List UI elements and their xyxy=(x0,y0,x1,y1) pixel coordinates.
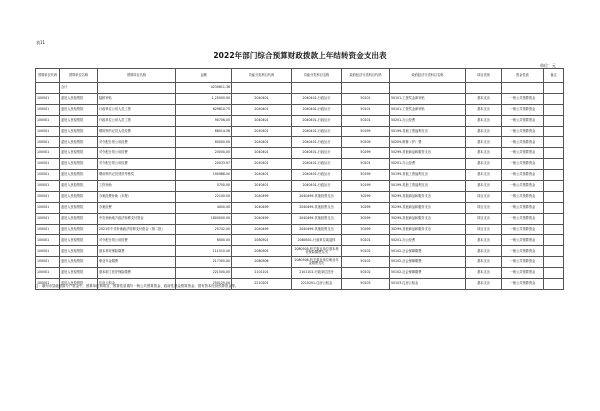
fund-nature-cell: 一般公共预算资金 xyxy=(502,181,544,192)
remark-cell xyxy=(544,202,564,213)
remark-cell xyxy=(544,148,564,159)
table-row xyxy=(36,93,564,104)
func-code-cell: 2040401 xyxy=(232,159,292,170)
econ-name-cell: 50101-工资奖金津补贴 xyxy=(390,104,466,115)
table-row xyxy=(36,202,564,213)
unit-name-cell: 蓝田人民检察院 xyxy=(60,279,98,290)
amount-cell: 6000.00 xyxy=(176,235,232,246)
unit-name-cell: 蓝田人民检察院 xyxy=(60,202,98,213)
fund-nature-cell: 一般公共预算资金 xyxy=(502,159,544,170)
unit-code-cell: 100001 xyxy=(36,126,60,137)
unit-name-cell: 蓝田人民检察院 xyxy=(60,159,98,170)
table-row xyxy=(36,104,564,115)
table-row xyxy=(36,191,564,202)
unit-name-cell: 蓝田人民检察院 xyxy=(60,246,98,257)
unit-code-cell: 100001 xyxy=(36,115,60,126)
category-cell: 基本支出 xyxy=(466,137,502,148)
category-cell: 基本支出 xyxy=(466,257,502,268)
project-name-cell: 2021年中央补助政法转移支付资金（第二批） xyxy=(98,224,176,235)
func-name-cell: 2040401-行政运行 xyxy=(292,148,342,159)
remark-cell xyxy=(544,181,564,192)
table-row xyxy=(36,126,564,137)
project-name-cell: 聘用制书记员人员经费 xyxy=(98,126,176,137)
fund-nature-cell: 一般公共预算资金 xyxy=(502,148,544,159)
econ-name-cell: 30299-其他商品和服务支出 xyxy=(390,202,466,213)
column-header: 功能分类科目代码 xyxy=(232,69,292,83)
project-name-cell: 对令配日常公用经费 xyxy=(98,148,176,159)
func-code-cell: 2080506 xyxy=(232,257,292,268)
func-name-cell: 2080506-机关事业单位职业年金缴费支出 xyxy=(292,257,342,268)
project-name-cell: 聘用制书记员绩效考核奖 xyxy=(98,170,176,181)
func-code-cell: 2040499 xyxy=(232,202,292,213)
total-label: 合计 xyxy=(60,83,98,94)
remark-cell xyxy=(544,224,564,235)
fund-nature-cell: 一般公共预算资金 xyxy=(502,115,544,126)
unit-name-cell: 蓝田人民检察院 xyxy=(60,213,98,224)
page-title: 2022年部门综合预算财政拨款上年结转资金支出表 xyxy=(213,51,387,60)
category-cell: 基本支出 xyxy=(466,148,502,159)
column-header: 资金性质 xyxy=(502,69,544,83)
func-name-cell: 2040499-其他检察支出 xyxy=(292,224,342,235)
table-row xyxy=(36,268,564,279)
remark-cell xyxy=(544,235,564,246)
category-cell: 基本支出 xyxy=(466,170,502,181)
econ-code-cell: 30299 xyxy=(342,224,390,235)
fund-nature-cell: 一般公共预算资金 xyxy=(502,191,544,202)
unit-name-cell: 蓝田人民检察院 xyxy=(60,170,98,181)
amount-cell: 25742.00 xyxy=(176,224,232,235)
column-header: 预算单位名称 xyxy=(60,69,98,83)
func-name-cell: 2040499-其他检察支出 xyxy=(292,213,342,224)
unit-label: 单位：元 xyxy=(540,63,556,68)
remark-cell xyxy=(544,191,564,202)
column-header: 功能分类科目名称 xyxy=(292,69,342,83)
amount-cell: 5700.00 xyxy=(176,181,232,192)
econ-code-cell: 50209 xyxy=(342,137,390,148)
project-name-cell: 对令配日常公用经费 xyxy=(98,159,176,170)
category-cell: 项目支出 xyxy=(466,202,502,213)
func-name-cell: 2040499-其他检察支出 xyxy=(292,202,342,213)
fund-nature-cell: 一般公共预算资金 xyxy=(502,104,544,115)
func-code-cell: 2040401 xyxy=(232,148,292,159)
category-cell: 项目支出 xyxy=(466,191,502,202)
func-code-cell: 2040401 xyxy=(232,115,292,126)
amount-cell: 90706.00 xyxy=(176,115,232,126)
econ-name-cell: 50103-住房公积金 xyxy=(390,279,466,290)
total-amount: 4230611.36 xyxy=(176,83,232,94)
project-name-cell: 住房公积金 xyxy=(98,279,176,290)
category-cell: 基本支出 xyxy=(466,126,502,137)
table-row xyxy=(36,224,564,235)
econ-name-cell: 50101-工资奖金津补贴 xyxy=(390,93,466,104)
table-row xyxy=(36,246,564,257)
remark-cell xyxy=(544,213,564,224)
amount-cell: 1,25000.00 xyxy=(176,93,232,104)
remark-cell xyxy=(544,115,564,126)
func-name-cell: 2040401-行政运行 xyxy=(292,159,342,170)
econ-name-cell: 50201-办公经费 xyxy=(390,115,466,126)
fund-nature-cell: 一般公共预算资金 xyxy=(502,257,544,268)
category-cell: 基本支出 xyxy=(466,93,502,104)
econ-code-cell: 50201 xyxy=(342,235,390,246)
table-row xyxy=(36,170,564,181)
project-name-cell: 对令配日常公用经费 xyxy=(98,137,176,148)
fund-nature-cell: 一般公共预算资金 xyxy=(502,93,544,104)
amount-cell: 20000.00 xyxy=(176,148,232,159)
econ-code-cell: 50101 xyxy=(342,93,390,104)
econ-code-cell: 50199 xyxy=(342,126,390,137)
econ-name-cell: 50199-其他工资福利支出 xyxy=(390,126,466,137)
budget-table xyxy=(35,68,564,290)
remark-cell xyxy=(544,104,564,115)
func-name-cell: 2040401-行政运行 xyxy=(292,93,342,104)
column-header: 预算单位代码 xyxy=(36,69,60,83)
func-name-cell: 2080505-机关事业单位基本养老保险缴费支出 xyxy=(292,246,342,257)
project-name-cell: 办案经费补助（未拨） xyxy=(98,191,176,202)
func-name-cell: 2101101-行政单位医疗 xyxy=(292,268,342,279)
econ-name-cell: 30299-其他商品和服务支出 xyxy=(390,191,466,202)
category-cell: 基本支出 xyxy=(466,246,502,257)
project-name-cell: 办案经费 xyxy=(98,202,176,213)
func-code-cell: 2040401 xyxy=(232,170,292,181)
unit-name-cell: 蓝田人民检察院 xyxy=(60,224,98,235)
unit-code-cell: 100001 xyxy=(36,137,60,148)
amount-cell: 221500.00 xyxy=(176,268,232,279)
remark-cell xyxy=(544,137,564,148)
amount-cell: 629810.75 xyxy=(176,104,232,115)
fund-nature-cell: 一般公共预算资金 xyxy=(502,202,544,213)
unit-code-cell: 100001 xyxy=(36,148,60,159)
category-cell: 基本支出 xyxy=(466,104,502,115)
fund-nature-cell: 一般公共预算资金 xyxy=(502,224,544,235)
func-code-cell: 2080501 xyxy=(232,235,292,246)
unit-name-cell: 蓝田人民检察院 xyxy=(60,148,98,159)
column-header: 政府经济分类科目代码 xyxy=(342,69,390,83)
econ-code-cell: 50102 xyxy=(342,257,390,268)
category-cell: 基本支出 xyxy=(466,235,502,246)
func-code-cell: 2040499 xyxy=(232,191,292,202)
table-row xyxy=(36,148,564,159)
table-row xyxy=(36,137,564,148)
econ-name-cell: 50201-办公经费 xyxy=(390,235,466,246)
econ-name-cell: 30299-其他商品和服务支出 xyxy=(390,224,466,235)
table-row xyxy=(36,181,564,192)
category-cell: 基本支出 xyxy=(466,279,502,290)
remark-cell xyxy=(544,170,564,181)
unit-name-cell: 蓝田人民检察院 xyxy=(60,115,98,126)
category-cell: 基本支出 xyxy=(466,181,502,192)
table-row xyxy=(36,159,564,170)
fund-nature-cell: 一般公共预算资金 xyxy=(502,246,544,257)
amount-cell: 1800000.00 xyxy=(176,213,232,224)
unit-name-cell: 蓝田人民检察院 xyxy=(60,104,98,115)
unit-code-cell: 100001 xyxy=(36,191,60,202)
econ-code-cell: 50102 xyxy=(342,268,390,279)
unit-name-cell: 蓝田人民检察院 xyxy=(60,191,98,202)
func-code-cell: 2040401 xyxy=(232,137,292,148)
project-name-cell: 基本养老保险缴费 xyxy=(98,246,176,257)
unit-code-cell: 100001 xyxy=(36,235,60,246)
econ-name-cell: 50102-社会保障缴费 xyxy=(390,257,466,268)
remark-cell xyxy=(544,126,564,137)
econ-code-cell: 50199 xyxy=(342,181,390,192)
table-row xyxy=(36,235,564,246)
func-name-cell: 2040499-其他检察支出 xyxy=(292,191,342,202)
amount-cell: 22100.00 xyxy=(176,191,232,202)
fund-nature-cell: 一般公共预算资金 xyxy=(502,235,544,246)
category-cell: 基本支出 xyxy=(466,268,502,279)
fund-nature-cell: 一般公共预算资金 xyxy=(502,137,544,148)
func-code-cell: 2210201 xyxy=(232,279,292,290)
table-row xyxy=(36,115,564,126)
econ-code-cell: 50101 xyxy=(342,104,390,115)
unit-code-cell: 100001 xyxy=(36,246,60,257)
unit-code-cell: 100001 xyxy=(36,279,60,290)
econ-name-cell: 50102-社会保障缴费 xyxy=(390,268,466,279)
remark-cell xyxy=(544,159,564,170)
econ-code-cell: 50299 xyxy=(342,148,390,159)
remark-cell xyxy=(544,257,564,268)
unit-name-cell: 蓝田人民检察院 xyxy=(60,257,98,268)
unit-name-cell: 蓝田人民检察院 xyxy=(60,181,98,192)
func-name-cell: 2080501-行政单位离退休 xyxy=(292,235,342,246)
category-cell: 项目支出 xyxy=(466,224,502,235)
func-name-cell: 2040401-行政运行 xyxy=(292,170,342,181)
unit-name-cell: 蓝田人民检察院 xyxy=(60,126,98,137)
amount-cell: 68014.36 xyxy=(176,126,232,137)
unit-code-cell: 100001 xyxy=(36,202,60,213)
unit-code-cell: 100001 xyxy=(36,224,60,235)
fund-nature-cell: 一般公共预算资金 xyxy=(502,213,544,224)
unit-code-cell: 100001 xyxy=(36,159,60,170)
func-code-cell: 2080505 xyxy=(232,246,292,257)
econ-code-cell: 50201 xyxy=(342,159,390,170)
amount-cell: 4000.00 xyxy=(176,202,232,213)
fund-nature-cell: 一般公共预算资金 xyxy=(502,170,544,181)
unit-code-cell: 100001 xyxy=(36,268,60,279)
table-header-row xyxy=(36,69,564,83)
func-code-cell: 2040401 xyxy=(232,181,292,192)
project-name-cell: 中央补助地方政法转移支付资金 xyxy=(98,213,176,224)
econ-name-cell: 30299-其他商品和服务支出 xyxy=(390,213,466,224)
unit-code-cell: 100001 xyxy=(36,170,60,181)
econ-name-cell: 50199-其他工资福利支出 xyxy=(390,170,466,181)
func-code-cell: 2040401 xyxy=(232,104,292,115)
unit-name-cell: 蓝田人民检察院 xyxy=(60,268,98,279)
func-code-cell: 2040401 xyxy=(232,93,292,104)
fund-nature-cell: 一般公共预算资金 xyxy=(502,126,544,137)
project-name-cell: 行政单位公用人员工资 xyxy=(98,115,176,126)
project-name-cell: 职业年金缴费 xyxy=(98,257,176,268)
econ-code-cell: 30299 xyxy=(342,202,390,213)
footnote: 注：填列市县级财政专户资金中，预算单位和项目，预算性质填写一般公共预算资金、政府性基金预算资金、国有资本经营预算资金等。 xyxy=(35,284,239,288)
func-name-cell: 2040401-行政运行 xyxy=(292,137,342,148)
table-row xyxy=(36,213,564,224)
category-cell: 基本支出 xyxy=(466,115,502,126)
fund-nature-cell: 一般公共预算资金 xyxy=(502,279,544,290)
category-cell: 基本支出 xyxy=(466,159,502,170)
amount-cell: 217300.00 xyxy=(176,257,232,268)
column-header: 金额 xyxy=(176,69,232,83)
unit-code-cell: 100001 xyxy=(36,257,60,268)
econ-code-cell: 50102 xyxy=(342,246,390,257)
unit-code-cell: 100001 xyxy=(36,93,60,104)
econ-name-cell: 50199-其他工资福利支出 xyxy=(390,181,466,192)
econ-code-cell: 30299 xyxy=(342,191,390,202)
econ-name-cell: 50209-维修（护）费 xyxy=(390,137,466,148)
column-header: 预算项目名称 xyxy=(98,69,176,83)
func-name-cell: 2210201-住房公积金 xyxy=(292,279,342,290)
amount-cell: 80000.00 xyxy=(176,137,232,148)
econ-name-cell: 50201-办公经费 xyxy=(390,159,466,170)
project-name-cell: 工伤补助 xyxy=(98,181,176,192)
unit-name-cell: 蓝田人民检察院 xyxy=(60,93,98,104)
project-name-cell: 陆桥补贴 xyxy=(98,93,176,104)
project-name-cell: 基本职工医疗保险缴费 xyxy=(98,268,176,279)
func-code-cell: 2040499 xyxy=(232,213,292,224)
amount-cell: 190988.00 xyxy=(176,170,232,181)
column-header: 备注 xyxy=(544,69,564,83)
project-name-cell: 行政单位公用人员工资 xyxy=(98,104,176,115)
func-code-cell: 2101101 xyxy=(232,268,292,279)
func-name-cell: 2040401-行政运行 xyxy=(292,115,342,126)
remark-cell xyxy=(544,246,564,257)
econ-name-cell: 50102-社会保障缴费 xyxy=(390,246,466,257)
econ-name-cell: 50299-其他商品和服务支出 xyxy=(390,148,466,159)
unit-code-cell: 100001 xyxy=(36,104,60,115)
amount-cell: 250125.00 xyxy=(176,279,232,290)
category-cell: 项目支出 xyxy=(466,213,502,224)
func-name-cell: 2040401-行政运行 xyxy=(292,181,342,192)
amount-cell: 20033.97 xyxy=(176,159,232,170)
econ-code-cell: 50199 xyxy=(342,170,390,181)
func-name-cell: 2040401-行政运行 xyxy=(292,104,342,115)
remark-cell xyxy=(544,268,564,279)
remark-cell xyxy=(544,93,564,104)
total-row xyxy=(36,83,564,94)
fund-nature-cell: 一般公共预算资金 xyxy=(502,268,544,279)
amount-cell: 111510.40 xyxy=(176,246,232,257)
unit-code-cell: 100001 xyxy=(36,213,60,224)
func-code-cell: 2040401 xyxy=(232,126,292,137)
column-header: 政府经济分类科目名称 xyxy=(390,69,466,83)
project-name-cell: 对令配日常公用经费 xyxy=(98,235,176,246)
unit-name-cell: 蓝田人民检察院 xyxy=(60,235,98,246)
remark-cell xyxy=(544,279,564,290)
table-row xyxy=(36,257,564,268)
form-number: 表11 xyxy=(36,40,46,45)
func-code-cell: 2040499 xyxy=(232,224,292,235)
econ-code-cell: 30299 xyxy=(342,213,390,224)
unit-code-cell: 100001 xyxy=(36,181,60,192)
econ-code-cell: 50201 xyxy=(342,115,390,126)
unit-name-cell: 蓝田人民检察院 xyxy=(60,137,98,148)
func-name-cell: 2040401-行政运行 xyxy=(292,126,342,137)
column-header: 项目类别 xyxy=(466,69,502,83)
econ-code-cell: 50103 xyxy=(342,279,390,290)
